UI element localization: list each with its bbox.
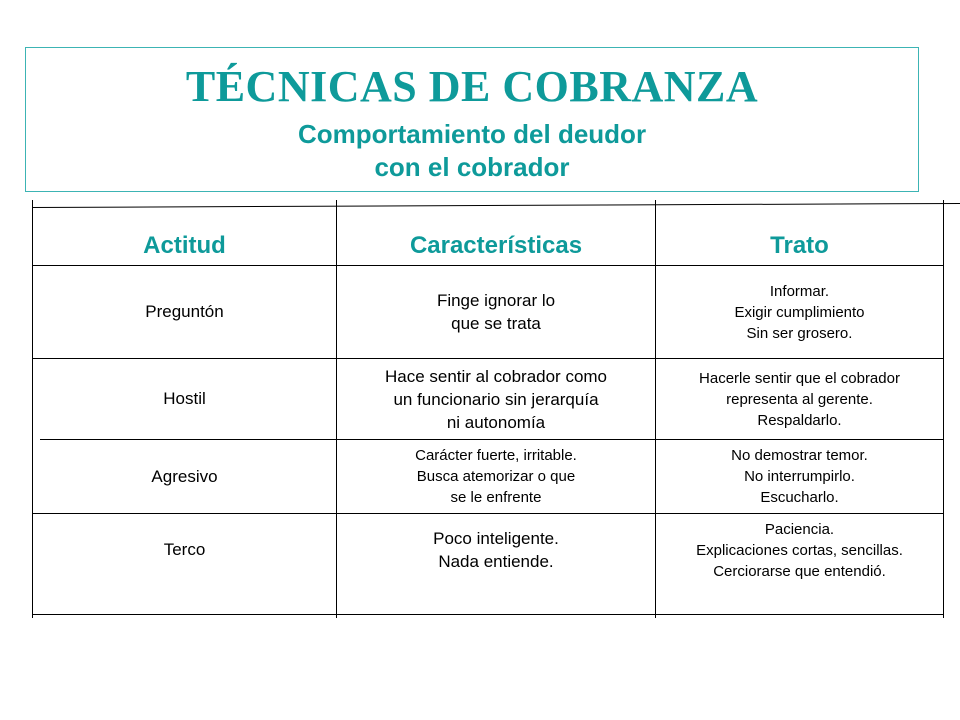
header-trato: Trato: [770, 232, 829, 259]
row-1-caracteristicas: [337, 266, 655, 358]
subtitle-line-1: Comportamiento del deudor: [297, 119, 647, 149]
row-3-trato: [656, 440, 943, 513]
row-1-caracteristicas-text: Finge ignorar lo que se trata: [436, 291, 556, 333]
row-2-trato-text: Hacerle sentir que el cobrador representa al gerente. Respaldarlo.: [699, 369, 900, 429]
row-1-trato: [656, 266, 943, 358]
row-1-actitud: [33, 266, 336, 358]
row-3-actitud: [33, 440, 336, 513]
row-1-actitud-text: Preguntón: [145, 302, 224, 321]
row-2-caracteristicas: [337, 359, 655, 439]
row-2-actitud: [33, 359, 336, 439]
row-4-trato: [656, 514, 943, 586]
row-3-caracteristicas-text: Carácter fuerte, irritable. Busca atemorizar o que se le enfrente: [415, 447, 577, 506]
row-4-caracteristicas-text: Poco inteligente. Nada entiende.: [433, 529, 559, 571]
row-4-trato-text: Paciencia. Explicaciones cortas, sencillas. Cerciorarse que entendió.: [696, 520, 903, 580]
header-actitud: Actitud: [143, 232, 226, 259]
subtitle-line-2: con el cobrador: [374, 152, 570, 182]
row-4-actitud-text: Terco: [163, 540, 206, 559]
row-3-actitud-text: Agresivo: [151, 466, 218, 486]
row-3-trato-text: No demostrar temor. No interrumpirlo. Escucharlo.: [731, 447, 868, 506]
row-3-caracteristicas: [337, 440, 655, 513]
page-title: TÉCNICAS DE COBRANZA: [185, 62, 759, 111]
page-subtitle: [26, 118, 918, 184]
table-right-border: [943, 200, 944, 618]
row-4-caracteristicas: [337, 514, 655, 586]
row-2-trato: [656, 359, 943, 439]
title-box: [25, 47, 919, 192]
row-4-actitud: [33, 514, 336, 586]
row-2-actitud-text: Hostil: [163, 389, 206, 408]
table-bottom-border: [32, 614, 944, 615]
table-top-border: [32, 203, 960, 208]
header-caracteristicas: Características: [409, 232, 583, 259]
row-2-caracteristicas-text: Hace sentir al cobrador como un funcionario sin jerarquía ni autonomía: [384, 366, 608, 432]
row-1-trato-text: Informar. Exigir cumplimiento Sin ser grosero.: [734, 282, 865, 342]
